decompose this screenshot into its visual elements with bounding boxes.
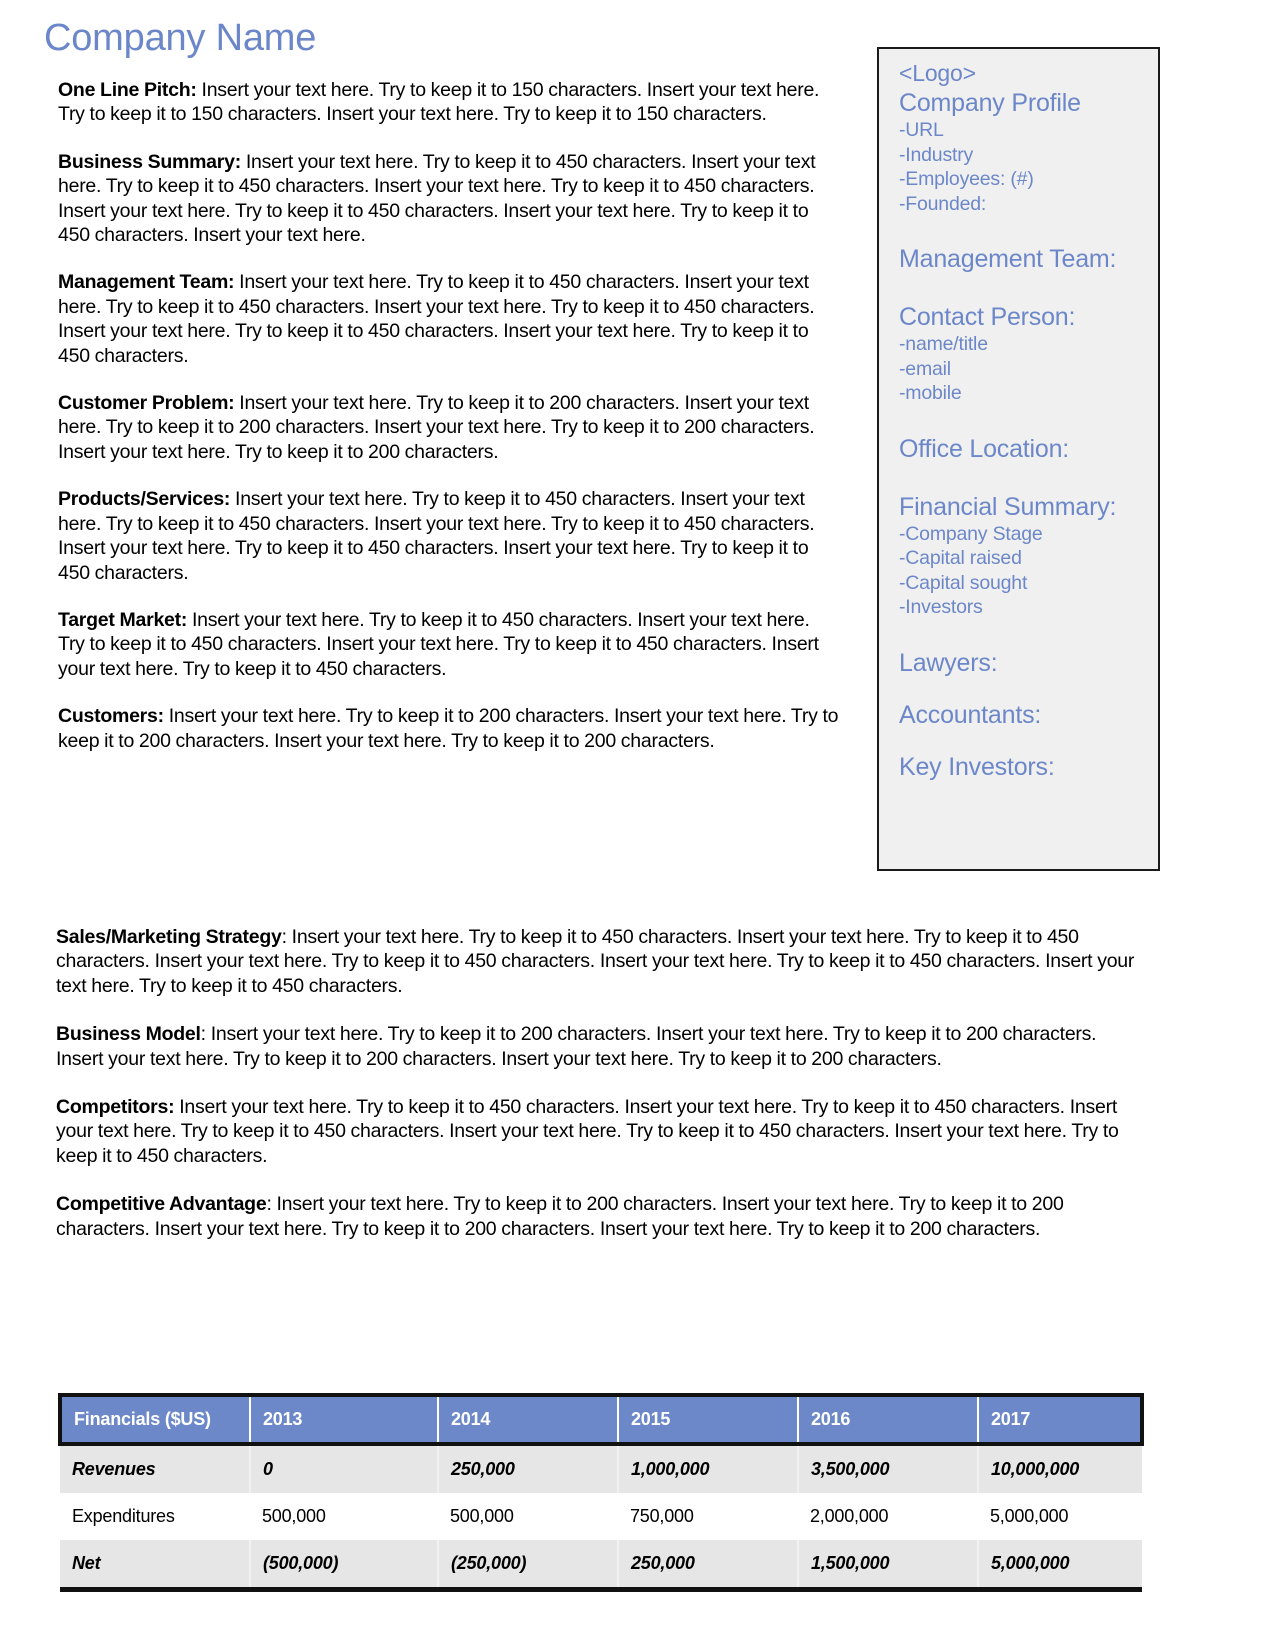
table-row xyxy=(60,1493,1142,1540)
section-body: Insert your text here. Try to keep it to 450 characters. Insert your text here. Try to keep it to 450 characters. Insert your text here. Try to keep it to 450 characters. Insert your text here. Try to keep it to 450 characters. Insert your text here. Try to keep it to 450 characters. xyxy=(58,271,815,367)
column-header-2013: 2013 xyxy=(250,1395,438,1444)
section-competitors xyxy=(56,1095,1142,1168)
section-label: One Line Pitch: xyxy=(58,79,197,101)
sidebar-heading-accountants: Accountants: xyxy=(899,700,1042,729)
cell-expenditures-2013: 500,000 xyxy=(250,1493,438,1540)
section-products-services xyxy=(58,487,840,585)
section-label: Management Team: xyxy=(58,271,235,294)
cell-revenues-2014: 250,000 xyxy=(438,1444,618,1493)
sidebar-content xyxy=(879,49,1158,782)
column-header-2014: 2014 xyxy=(438,1395,618,1444)
sidebar-item-capital-sought: -Capital sought xyxy=(899,571,1028,594)
financials-table xyxy=(58,1393,1144,1592)
row-label-revenues: Revenues xyxy=(60,1444,250,1493)
section-body: Insert your text here. Try to keep it to 450 characters. Insert your text here. Try to keep it to 450 characters. Insert your text here. Try to keep it to 450 characters. Insert your text here. Try to keep it to 450 characters. Insert your text here. Try to keep it to 450 characters. xyxy=(56,1096,1119,1167)
cell-revenues-2016: 3,500,000 xyxy=(798,1444,978,1493)
table-row xyxy=(60,1540,1142,1590)
section-label: Competitive Advantage xyxy=(56,1193,267,1216)
section-customer-problem xyxy=(58,391,840,464)
body-column-wide xyxy=(56,925,1142,1265)
sidebar-heading-contact-person: Contact Person: xyxy=(899,303,1076,331)
section-label: Competitors: xyxy=(56,1096,175,1119)
cell-expenditures-2014: 500,000 xyxy=(438,1493,618,1540)
spacer xyxy=(899,678,1158,700)
section-body: Insert your text here. Try to keep it to 450 characters. Insert your text here. Try to keep it to 450 characters. Insert your text here. Try to keep it to 450 characters. Insert your text here. Try to keep it to 450 characters. Insert your text here. Try to keep it to 450 characters. xyxy=(58,488,815,584)
sidebar-item-mobile: -mobile xyxy=(899,382,962,404)
column-header-2017: 2017 xyxy=(978,1395,1142,1444)
cell-revenues-2017: 10,000,000 xyxy=(978,1444,1142,1493)
section-label: Products/Services: xyxy=(58,488,231,511)
cell-net-2014: (250,000) xyxy=(438,1540,618,1590)
spacer xyxy=(899,464,1158,492)
section-body: : Insert your text here. Try to keep it to 200 characters. Insert your text here. Try to keep it to 200 characters. Insert your text here. Try to keep it to 200 characters. Insert your text here. Try to keep it to 200 characters. xyxy=(56,1193,1064,1240)
section-business-model xyxy=(56,1022,1142,1071)
section-label: Business Model xyxy=(56,1023,201,1046)
cell-revenues-2013: 0 xyxy=(250,1444,438,1493)
sidebar-heading-lawyers: Lawyers: xyxy=(899,648,998,677)
cell-revenues-2015: 1,000,000 xyxy=(618,1444,798,1493)
column-header-2016: 2016 xyxy=(798,1395,978,1444)
section-management-team xyxy=(58,270,840,368)
section-body: Insert your text here. Try to keep it to 450 characters. Insert your text here. Try to keep it to 450 characters. Insert your text here. Try to keep it to 450 characters. Insert your text here. Try to keep it to 450 characters. xyxy=(58,608,819,680)
table-body xyxy=(60,1444,1142,1590)
row-label-net: Net xyxy=(60,1540,250,1590)
section-business-summary xyxy=(58,150,840,248)
sidebar-heading-office-location: Office Location: xyxy=(899,434,1070,463)
financials-table-container xyxy=(58,1393,1140,1592)
spacer xyxy=(899,274,1158,302)
section-body: Insert your text here. Try to keep it to 450 characters. Insert your text here. Try to keep it to 450 characters. Insert your text here. Try to keep it to 450 characters. Insert your text here. Try to keep it to 450 characters. Insert your text here. Try to keep it to 450 characters. Insert your text here. xyxy=(58,150,816,247)
spacer xyxy=(899,620,1158,648)
section-label: Customer Problem: xyxy=(58,392,235,415)
sidebar-heading-financial-summary: Financial Summary: xyxy=(899,492,1117,521)
section-sales-marketing-strategy xyxy=(56,925,1142,998)
section-label: Customers: xyxy=(58,705,164,728)
table-row xyxy=(60,1444,1142,1493)
section-body: Insert your text here. Try to keep it to 150 characters. Insert your text here. Try to keep it to 150 characters. Insert your text here. Try to keep it to 150 characters. xyxy=(58,79,820,126)
section-competitive-advantage xyxy=(56,1192,1142,1241)
sidebar-item-industry: -Industry xyxy=(899,143,974,166)
sidebar-item-investors: -Investors xyxy=(899,596,983,618)
cell-expenditures-2016: 2,000,000 xyxy=(798,1493,978,1540)
sidebar-heading-key-investors: Key Investors: xyxy=(899,752,1055,781)
cell-expenditures-2015: 750,000 xyxy=(618,1493,798,1540)
sidebar-heading-management-team: Management Team: xyxy=(899,245,1117,273)
section-label: Sales/Marketing Strategy xyxy=(56,926,282,948)
cell-net-2015: 250,000 xyxy=(618,1540,798,1590)
column-header-financials: Financials ($US) xyxy=(60,1395,250,1444)
table-header-row xyxy=(60,1395,1142,1444)
section-body: : Insert your text here. Try to keep it to 450 characters. Insert your text here. Try to keep it to 450 characters. Insert your text here. Try to keep it to 450 characters. Insert your text here. Try to keep it to 450 characters. Insert your text here. Try to keep it to 450 characters. xyxy=(56,926,1135,997)
section-label: Target Market: xyxy=(58,608,188,631)
sidebar-item-url: -URL xyxy=(899,119,944,141)
cell-expenditures-2017: 5,000,000 xyxy=(978,1493,1142,1540)
section-body: : Insert your text here. Try to keep it to 200 characters. Insert your text here. Try to keep it to 200 characters. Insert your text here. Try to keep it to 200 characters. Insert your text here. Try to keep it to 200 characters. xyxy=(56,1023,1097,1070)
section-label: Business Summary: xyxy=(58,150,241,173)
body-column-narrow xyxy=(58,78,840,776)
section-customers xyxy=(58,704,840,753)
section-body: Insert your text here. Try to keep it to 200 characters. Insert your text here. Try to keep it to 200 characters. Insert your text here. Try to keep it to 200 characters. xyxy=(58,705,839,752)
sidebar-item-company-stage: -Company Stage xyxy=(899,522,1043,545)
company-profile-sidebar xyxy=(877,47,1160,871)
sidebar-item-email: -email xyxy=(899,357,951,380)
column-header-2015: 2015 xyxy=(618,1395,798,1444)
logo-placeholder: <Logo> xyxy=(899,60,976,86)
page-title: Company Name xyxy=(44,17,317,59)
spacer xyxy=(899,216,1158,244)
cell-net-2017: 5,000,000 xyxy=(978,1540,1142,1590)
sidebar-heading-company-profile: Company Profile xyxy=(899,89,1081,117)
section-one-line-pitch xyxy=(58,78,840,127)
cell-net-2016: 1,500,000 xyxy=(798,1540,978,1590)
spacer xyxy=(899,406,1158,434)
row-label-expenditures: Expenditures xyxy=(60,1493,250,1540)
cell-net-2013: (500,000) xyxy=(250,1540,438,1590)
sidebar-item-founded: -Founded: xyxy=(899,192,987,215)
spacer xyxy=(899,730,1158,752)
section-target-market xyxy=(58,608,840,681)
section-body: Insert your text here. Try to keep it to 200 characters. Insert your text here. Try to keep it to 200 characters. Insert your text here. Try to keep it to 200 characters. Insert your text here. Try to keep it to 200 characters. xyxy=(58,392,815,463)
table-header xyxy=(60,1395,1142,1444)
sidebar-item-employees: -Employees: (#) xyxy=(899,168,1034,190)
sidebar-item-name-title: -name/title xyxy=(899,333,988,355)
sidebar-item-capital-raised: -Capital raised xyxy=(899,547,1022,569)
